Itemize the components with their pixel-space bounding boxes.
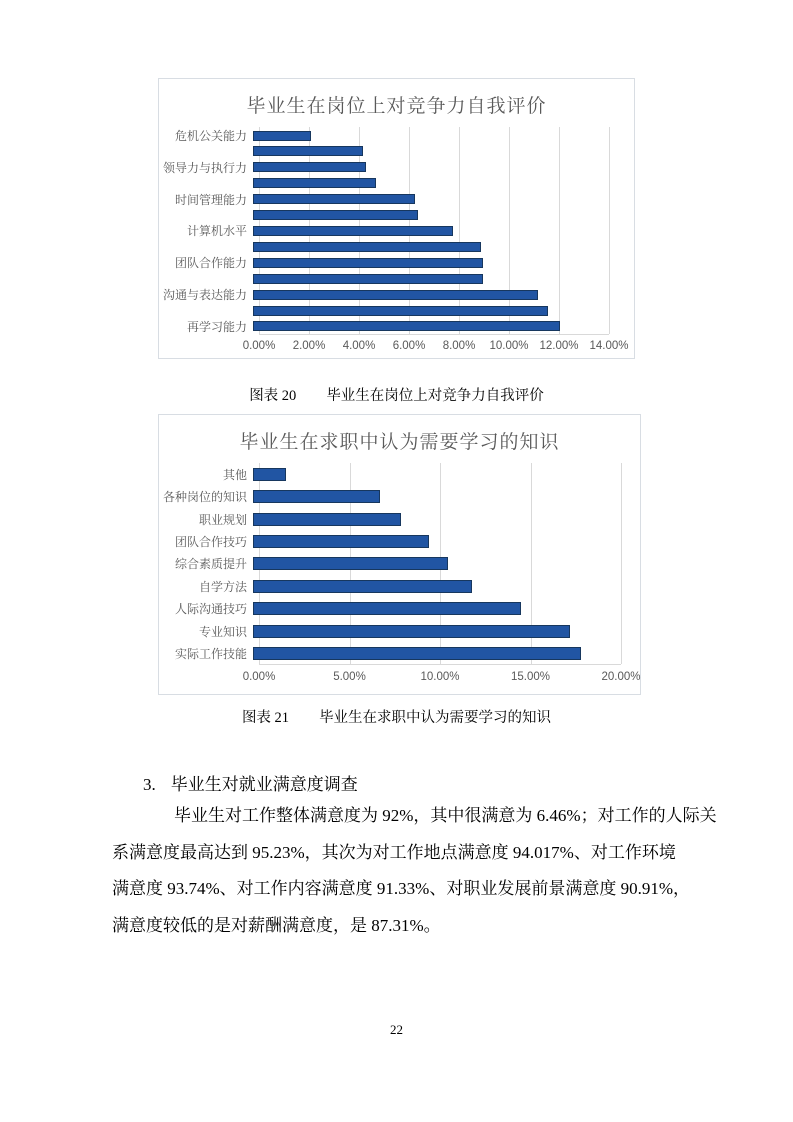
bar bbox=[253, 178, 376, 188]
bar-track bbox=[253, 144, 603, 159]
bar bbox=[253, 490, 380, 503]
chart-row bbox=[159, 598, 621, 620]
category-label: 实际工作技能 bbox=[174, 647, 247, 662]
chart-row bbox=[159, 508, 621, 530]
bar bbox=[253, 290, 538, 300]
category-label: 计算机水平 bbox=[186, 224, 247, 239]
chart-row bbox=[159, 303, 609, 318]
chart-title: 毕业生在岗位上对竞争力自我评价 bbox=[246, 96, 547, 117]
bar bbox=[253, 625, 570, 638]
x-tick-label: 20.00% bbox=[601, 671, 641, 683]
category-label: 团队合作能力 bbox=[174, 256, 247, 271]
x-tick-label: 0.00% bbox=[242, 671, 276, 683]
bar bbox=[253, 557, 448, 570]
bar bbox=[253, 162, 366, 172]
page-number: 22 bbox=[390, 1022, 403, 1037]
bar-track bbox=[253, 191, 603, 208]
chart-row bbox=[159, 553, 621, 575]
bar bbox=[253, 131, 311, 141]
category-label: 各种岗位的知识 bbox=[162, 490, 247, 505]
bar-track bbox=[253, 127, 603, 144]
category-label: 再学习能力 bbox=[186, 319, 247, 334]
x-tick-label: 4.00% bbox=[342, 340, 376, 352]
bar bbox=[253, 513, 401, 526]
chart-row bbox=[159, 191, 609, 208]
chart-row bbox=[159, 254, 609, 271]
category-label: 团队合作技巧 bbox=[174, 535, 247, 550]
bar-track bbox=[253, 208, 603, 223]
chart-row bbox=[159, 620, 621, 642]
chart-row bbox=[159, 144, 609, 159]
category-label: 危机公关能力 bbox=[174, 129, 247, 143]
paragraph-line: 满意度 93.74%、对工作内容满意度 91.33%、对职业发展前景满意度 90.91%， bbox=[112, 879, 690, 898]
bar-track bbox=[253, 643, 615, 665]
chart-row bbox=[159, 575, 621, 597]
category-label: 时间管理能力 bbox=[174, 192, 247, 207]
chart-row bbox=[159, 127, 609, 144]
paragraph-line: 系满意度最高达到 95.23%，其次为对工作地点满意度 94.017%、对工作环境 bbox=[112, 842, 676, 862]
bar bbox=[253, 647, 581, 660]
bar-track bbox=[253, 271, 603, 286]
section-heading bbox=[143, 770, 358, 795]
bar-track bbox=[253, 222, 603, 239]
bar bbox=[253, 468, 286, 481]
bar-track bbox=[253, 620, 615, 642]
bar-track bbox=[253, 239, 603, 254]
x-tick-label: 14.00% bbox=[589, 340, 629, 352]
chart-row bbox=[159, 176, 609, 191]
paragraph-line: 毕业生对工作整体满意度为 92%，其中很满意为 6.46%；对工作的人际关 bbox=[174, 806, 717, 825]
bar-track bbox=[253, 318, 603, 335]
figure-caption-21 bbox=[0, 706, 793, 727]
chart-row bbox=[159, 485, 621, 507]
bar bbox=[253, 226, 453, 236]
bar bbox=[253, 242, 481, 252]
bar-track bbox=[253, 485, 615, 507]
category-label: 其他 bbox=[222, 467, 247, 482]
figure-caption-20 bbox=[0, 384, 793, 405]
bar-track bbox=[253, 530, 615, 552]
chart-rows bbox=[159, 463, 621, 665]
bar bbox=[253, 274, 483, 284]
bar-track bbox=[253, 254, 603, 271]
chart-row bbox=[159, 286, 609, 303]
figure-caption-text: 毕业生在岗位上对竞争力自我评价 bbox=[326, 388, 544, 404]
gridline bbox=[609, 127, 610, 334]
x-tick-label: 6.00% bbox=[392, 340, 426, 352]
bar-track bbox=[253, 159, 603, 176]
x-tick-label: 15.00% bbox=[510, 671, 551, 683]
category-label: 沟通与表达能力 bbox=[162, 288, 247, 303]
figure-caption-label: 图表 21 bbox=[241, 710, 290, 726]
figure-caption-label: 图表 20 bbox=[249, 388, 297, 404]
chart-title: 毕业生在求职中认为需要学习的知识 bbox=[239, 432, 560, 453]
chart-row bbox=[159, 318, 609, 335]
category-label: 自学方法 bbox=[198, 579, 247, 594]
figure-caption-text: 毕业生在求职中认为需要学习的知识 bbox=[319, 710, 552, 726]
chart-competitiveness-self-evaluation bbox=[158, 78, 635, 359]
x-axis bbox=[242, 340, 629, 356]
category-label: 职业规划 bbox=[198, 512, 247, 527]
bar-track bbox=[253, 463, 615, 485]
bar bbox=[253, 602, 521, 615]
section-number: 3. bbox=[143, 775, 156, 794]
chart-row bbox=[159, 222, 609, 239]
x-tick-label: 12.00% bbox=[539, 340, 579, 352]
chart-row bbox=[159, 643, 621, 665]
bar-track bbox=[253, 598, 615, 620]
paragraph-line: 满意度较低的是对薪酬满意度，是 87.31%。 bbox=[112, 915, 441, 935]
chart-row bbox=[159, 271, 609, 286]
bar-track bbox=[253, 508, 615, 530]
bar bbox=[253, 146, 363, 156]
x-tick-label: 10.00% bbox=[420, 671, 460, 683]
bar-track bbox=[253, 286, 603, 303]
bar bbox=[253, 580, 472, 593]
bar bbox=[253, 258, 483, 268]
x-tick-label: 5.00% bbox=[333, 671, 366, 683]
bar bbox=[253, 210, 418, 220]
x-tick-label: 10.00% bbox=[489, 340, 529, 352]
body-paragraph bbox=[112, 798, 717, 944]
bar bbox=[253, 535, 429, 548]
bar-track bbox=[253, 176, 603, 191]
bar bbox=[253, 306, 548, 316]
bar-track bbox=[253, 553, 615, 575]
x-tick-label: 2.00% bbox=[292, 340, 326, 352]
chart-rows bbox=[159, 127, 609, 335]
bar-track bbox=[253, 575, 615, 597]
x-tick-label: 0.00% bbox=[242, 340, 276, 352]
category-label: 人际沟通技巧 bbox=[174, 602, 247, 617]
bar bbox=[253, 194, 415, 204]
x-tick-label: 8.00% bbox=[442, 340, 476, 352]
x-axis bbox=[242, 671, 641, 687]
chart-row bbox=[159, 239, 609, 254]
category-label: 综合素质提升 bbox=[174, 557, 247, 572]
chart-row bbox=[159, 208, 609, 223]
bar-track bbox=[253, 303, 603, 318]
chart-row bbox=[159, 530, 621, 552]
category-label: 领导力与执行力 bbox=[162, 160, 247, 175]
bar bbox=[253, 321, 560, 331]
section-title: 毕业生对就业满意度调查 bbox=[170, 775, 358, 794]
chart-knowledge-needed bbox=[158, 414, 641, 695]
chart-row bbox=[159, 159, 609, 176]
category-label: 专业知识 bbox=[198, 624, 247, 639]
gridline bbox=[621, 463, 622, 664]
chart-row bbox=[159, 463, 621, 485]
